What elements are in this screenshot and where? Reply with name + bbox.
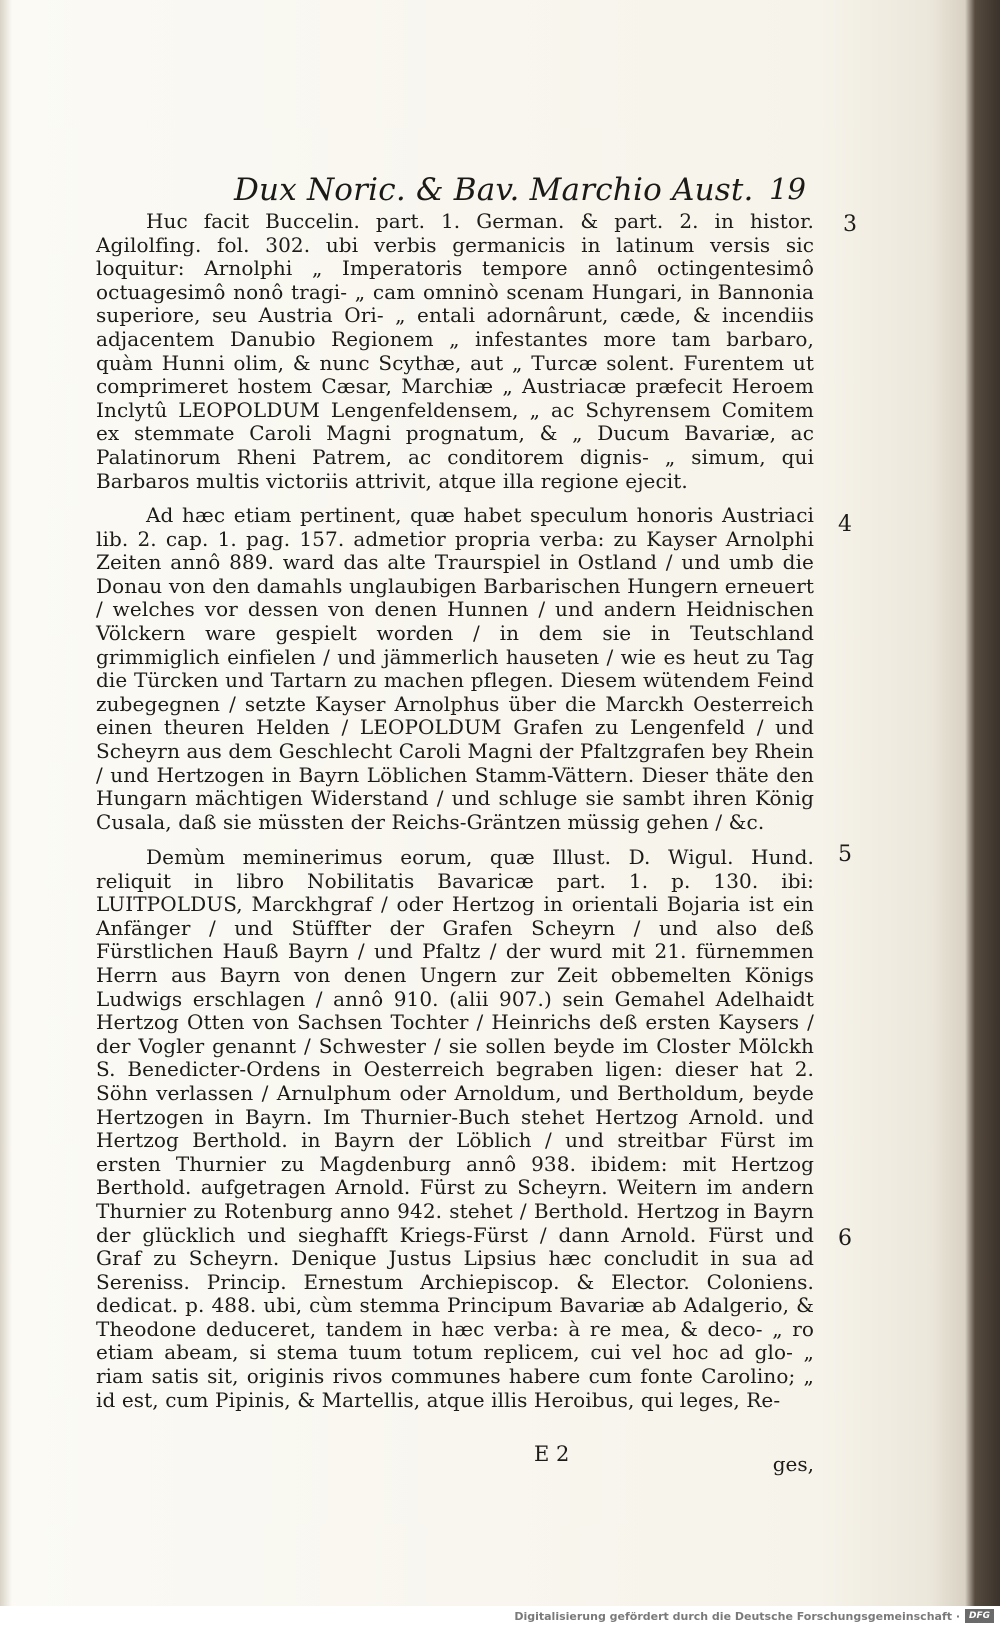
signature-mark: E 2 <box>534 1442 570 1466</box>
paragraph-text: Huc facit Buccelin. part. 1. German. & part. 2. in histor. Agilolfing. fol. 302. ubi verbis germanicis in latinum versis sic loquitur: Arnolphi „ Imperatoris tempore annô octingentesimô octuagesimô nonô tragi- „ cam omninò scenam Hungari, in Bannonia superiore, seu Austria Ori- „ entali adornârunt, cæde, & incendiis adjacentem Danubio Regionem „ infestantes more tam barbaro, quàm Hunni olim, & nunc Scythæ, aut „ Turcæ solent. Furentem ut comprimeret hostem Cæsar, Marchiæ „ Austriacæ præfecit Heroem Inclytû LEOPOLDUM Lengenfeldensem, „ ac Schyrensem Comitem ex stemmate Caroli Magni prognatum, & „ Ducum Bavariæ, ac Palatinorum Rheni Patrem, ac conditorem dignis- „ simum, qui Barbaros multis victoriis attrivit, atque illa regione ejecit. <box>96 209 814 493</box>
running-head <box>234 170 806 210</box>
marginal-number-6: 6 <box>838 1226 852 1251</box>
catchword: ges, <box>772 1452 814 1476</box>
paragraph-buccelin <box>96 210 814 493</box>
paragraph-text: Demùm meminerimus eorum, quæ Illust. D. Wigul. Hund. reliquit in libro Nobilitatis Bavaricæ part. 1. p. 130. ibi: LUITPOLDUS, Marckhgraf / oder Hertzog in orientali Bojaria ist ein Anfänger / und Stüffter der Grafen Scheyrn / und also deß Fürstlichen Hauß Bayrn / und Pfaltz / der wurd mit 21. fürnemmen Herrn aus Bayrn von denen Ungern zur Zeit obbemelten Königs Ludwigs erschlagen / annô 910. (alii 907.) sein Gemahel Adelhaidt Hertzog Otten von Sachsen Tochter / Heinrichs deß ersten Kaysers / der Vogler genannt / Schwester / sie sollen beyde im Closter Mölckh S. Benedicter-Ordens in Oesterreich begraben ligen: dieser hat 2. Söhn verlassen / Arnulphum oder Arnoldum, und Bertholdum, beyde Hertzogen in Bayrn. Im Thurnier-Buch stehet Hertzog Arnold. und Hertzog Berthold. in Bayrn der Löblich / und streitbar Fürst im ersten Thurnier zu Magdenburg annô 938. ibidem: mit Hertzog Berthold. aufgetragen Arnold. Fürst zu Scheyrn. Weitern im andern Thurnier zu Rotenburg anno 942. stehet / Berthold. Hertzog in Bayrn der glücklich und sieghafft Kriegs-Fürst / dann Arnold. Fürst und Graf zu Scheyrn. Denique Justus Lipsius hæc concludit in sua ad Sereniss. Princip. Ernestum Archiepiscop. & Elector. Coloniens. dedicat. p. 488. ubi, cùm stemma Principum Bavariæ ab Adalgerio, & Theodone deduceret, tandem in hæc verba: à re mea, & deco- „ ro etiam abeam, si stema tuum totum replicem, cui vel hoc ad glo- „ riam satis sit, originis rivos communes habere cum fonte Carolino; „ id est, cum Pipinis, & Martellis, atque illis Heroibus, qui leges, Re- <box>96 845 814 1412</box>
paragraph-text: Ad hæc etiam pertinent, quæ habet speculum honoris Austriaci lib. 2. cap. 1. pag. 157. admetior propria verba: zu Kayser Arnolphi Zeiten annô 889. ward das alte Traurspiel in Ostland / und umb die Donau von den damahls unglaubigen Barbarischen Hungern erneuert / welches vor dessen von denen Hunnen / und andern Heidnischen Völckern ware gespielt worden / in dem sie in Teutschland grimmiglich einfielen / und jämmerlich hauseten / wie es heut zu Tag die Türcken und Tartarn zu machen pflegen. Diesem wütendem Feind zubegegnen / setzte Kayser Arnolphus über die Marckh Oesterreich einen theuren Helden / LEOPOLDUM Grafen zu Lengenfeld / und Scheyrn aus dem Geschlecht Caroli Magni der Pfaltzgrafen bey Rhein / und Hertzogen in Bayrn Löblichen Stamm-Vättern. Dieser thäte den Hungarn mächtigen Widerstand / und schluge sie sambt ihren König Cusala, daß sie müssten der Reichs-Gräntzen müssig gehen / &c. <box>96 503 814 834</box>
page-number: 19 <box>769 172 806 206</box>
paragraph-speculum-honoris <box>96 504 814 834</box>
running-title: Dux Noric. & Bav. Marchio Aust. <box>234 172 754 208</box>
page-footer <box>500 1442 814 1476</box>
marginal-number-4: 4 <box>838 512 852 537</box>
marginal-number-3: 3 <box>843 212 857 237</box>
digitization-credit: Digitalisierung gefördert durch die Deutsche Forschungsgemeinschaft · <box>514 1610 960 1623</box>
page-gutter-shadow <box>0 0 12 1628</box>
paragraph-hund <box>96 846 814 1412</box>
marginal-number-5: 5 <box>838 842 852 867</box>
dfg-logo: DFG <box>965 1609 994 1623</box>
digitization-footer <box>0 1606 1000 1628</box>
